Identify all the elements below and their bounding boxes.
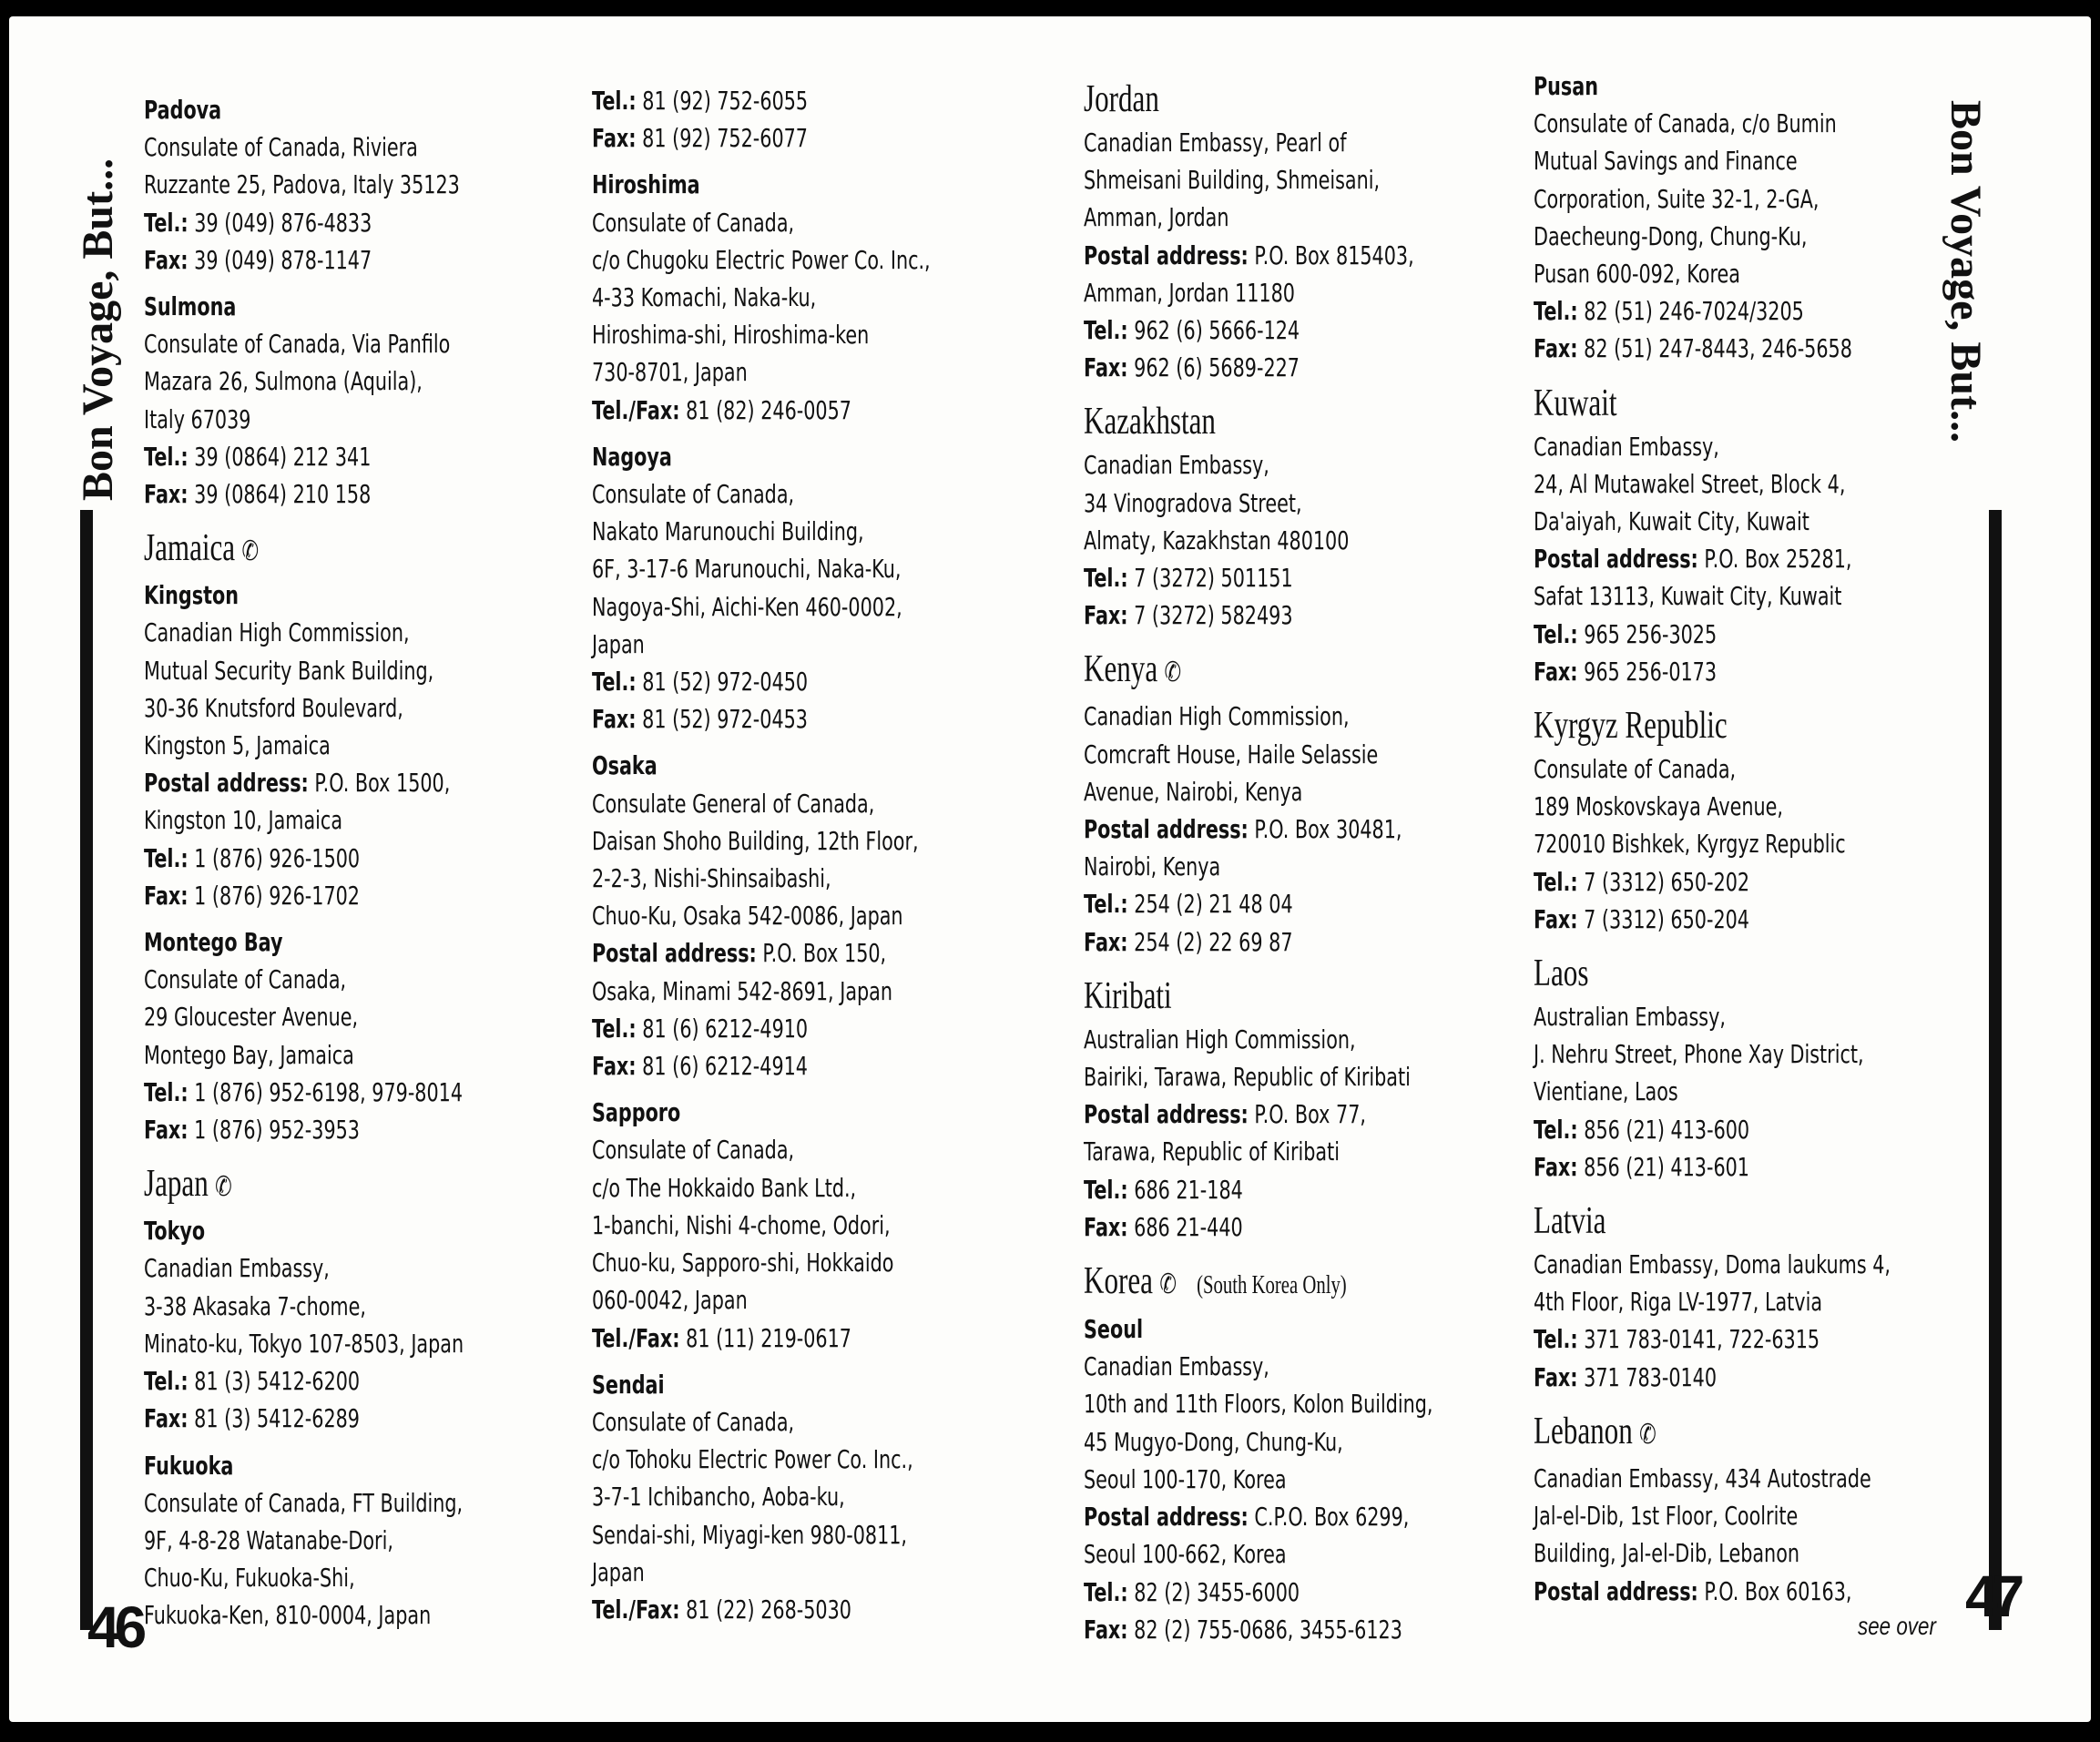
field-label: Fax:: [592, 123, 637, 154]
field-label: Tel.:: [1534, 1114, 1578, 1145]
contact-field: [144, 1400, 464, 1437]
country-name: Jordan: [1084, 78, 1159, 120]
city-heading: Padova: [144, 95, 222, 125]
field-label: Fax:: [1534, 903, 1578, 934]
city-heading: Pusan: [1534, 71, 1599, 101]
contact-field: [1534, 540, 1891, 577]
address-line: Consulate of Canada,: [592, 1406, 795, 1437]
field-label: Tel./Fax:: [592, 1322, 680, 1353]
address-line: Mazara 26, Sulmona (Aquila),: [144, 366, 423, 397]
address-line: Canadian High Commission,: [144, 617, 410, 648]
field-value: 856 (21) 413-601: [1577, 1151, 1749, 1182]
field-label: Fax:: [1534, 656, 1578, 687]
address-line: Consulate of Canada, Via Panfilo: [144, 329, 451, 360]
field-label: Tel./Fax:: [592, 1594, 680, 1625]
address-line: Sendai-shi, Miyagi-ken 980-0811,: [592, 1519, 908, 1550]
address-line: Almaty, Kazakhstan 480100: [1084, 525, 1350, 555]
address-line: c/o Chugoku Electric Power Co. Inc.,: [592, 244, 931, 275]
field-label: Tel.:: [144, 441, 189, 472]
field-value: 81 (3) 5412-6289: [188, 1403, 360, 1434]
entry-gap: [144, 1438, 464, 1447]
entry-gap: [144, 914, 464, 923]
contact-field: [592, 82, 931, 119]
field-label: Fax:: [144, 1403, 189, 1434]
address-line: Hiroshima-shi, Hiroshima-ken: [592, 320, 870, 351]
entry-gap: [592, 1085, 931, 1094]
country-heading: [1084, 645, 1433, 698]
country-name: Kazakhstan: [1084, 401, 1216, 443]
field-value: 39 (0864) 212 341: [188, 441, 372, 472]
country-name: Latvia: [1534, 1200, 1606, 1243]
entry-gap: [592, 738, 931, 747]
field-label: Postal address:: [1534, 1575, 1698, 1606]
field-label: Tel.:: [1534, 618, 1578, 649]
field-value: 81 (6) 6212-4914: [636, 1051, 808, 1082]
contact-field: [1534, 1148, 1891, 1186]
field-value: P.O. Box 25281,: [1697, 544, 1852, 575]
country-name: Kyrgyz Republic: [1534, 705, 1728, 748]
field-label: Fax:: [144, 1115, 189, 1146]
contact-field: [1534, 1359, 1891, 1396]
contact-field: [592, 1010, 931, 1047]
field-label: Fax:: [144, 479, 189, 510]
field-value: 686 21-440: [1127, 1211, 1243, 1242]
address-line: 29 Gloucester Avenue,: [144, 1002, 359, 1033]
country-heading: [1084, 1257, 1433, 1310]
field-value: 7 (3312) 650-204: [1577, 903, 1749, 934]
address-line: Amman, Jordan: [1084, 202, 1229, 233]
address-line: Italy 67039: [144, 403, 251, 434]
address-line: J. Nehru Street, Phone Xay District,: [1534, 1039, 1864, 1070]
telephone-symbol-icon: ✆: [1159, 1269, 1177, 1300]
address-line: Canadian Embassy, Pearl of: [1084, 127, 1347, 158]
address-line: Consulate General of Canada,: [592, 788, 875, 819]
field-label: Fax:: [1084, 926, 1128, 957]
field-value: 39 (049) 878-1147: [188, 244, 372, 275]
city-heading: Kingston: [144, 580, 239, 611]
address-line: 4-33 Komachi, Naka-ku,: [592, 282, 817, 313]
address-line: 1-banchi, Nishi 4-chome, Odori,: [592, 1209, 891, 1240]
contact-field: [1084, 1611, 1433, 1648]
country-heading: [1534, 701, 1891, 750]
address-line: Seoul 100-662, Korea: [1084, 1539, 1287, 1570]
address-line: Montego Bay, Jamaica: [144, 1039, 354, 1070]
address-line: c/o Tohoku Electric Power Co. Inc.,: [592, 1444, 913, 1475]
field-label: Tel.:: [1084, 1174, 1128, 1205]
field-label: Fax:: [1084, 600, 1128, 631]
contact-field: [1084, 923, 1433, 961]
address-line: Consulate of Canada, c/o Bumin: [1534, 108, 1837, 139]
country-heading: [1534, 379, 1891, 428]
directory-column-3: [1084, 75, 1433, 1648]
address-line: Canadian Embassy,: [1084, 1351, 1269, 1382]
field-value: 81 (22) 268-5030: [679, 1594, 851, 1625]
contact-field: [1084, 559, 1433, 596]
country-name: Jamaica: [144, 527, 236, 570]
contact-field: [1084, 1095, 1433, 1133]
field-value: 82 (2) 3455-6000: [1127, 1576, 1300, 1607]
address-line: Japan: [592, 1556, 645, 1587]
field-value: 1 (876) 952-6198, 979-8014: [188, 1076, 464, 1107]
address-line: Canadian Embassy,: [1084, 450, 1269, 481]
address-line: Australian High Commission,: [1084, 1024, 1356, 1054]
field-label: Fax:: [144, 880, 189, 911]
address-line: Nagoya-Shi, Aichi-Ken 460-0002,: [592, 591, 902, 622]
contact-field: [1534, 1111, 1891, 1148]
country-heading: [144, 1159, 464, 1212]
field-value: P.O. Box 60163,: [1697, 1575, 1852, 1606]
field-label: Tel.:: [144, 842, 189, 873]
field-label: Fax:: [1084, 352, 1128, 383]
field-label: Fax:: [592, 704, 637, 735]
contact-field: [1534, 616, 1891, 653]
field-value: 7 (3272) 582493: [1127, 600, 1293, 631]
field-label: Fax:: [592, 1051, 637, 1082]
contact-field: [1084, 1171, 1433, 1208]
field-value: 254 (2) 22 69 87: [1127, 926, 1293, 957]
field-value: 81 (52) 972-0453: [636, 704, 808, 735]
address-line: 3-38 Akasaka 7-chome,: [144, 1290, 366, 1321]
field-value: 962 (6) 5689-227: [1127, 352, 1300, 383]
address-line: Nairobi, Kenya: [1084, 851, 1221, 882]
country-heading: [1084, 397, 1433, 446]
contact-field: [144, 241, 464, 279]
address-line: Amman, Jordan 11180: [1084, 277, 1295, 308]
field-label: Fax:: [1534, 1361, 1578, 1392]
address-line: 189 Moskovskaya Avenue,: [1534, 791, 1783, 822]
contact-field: [144, 1074, 464, 1111]
address-line: Australian Embassy,: [1534, 1002, 1726, 1033]
city-heading: Sapporo: [592, 1097, 681, 1128]
field-label: Fax:: [1534, 1151, 1578, 1182]
address-line: Nakato Marunouchi Building,: [592, 516, 864, 547]
field-value: 81 (52) 972-0450: [636, 667, 809, 698]
address-line: Osaka, Minami 542-8691, Japan: [592, 975, 893, 1006]
field-label: Tel.:: [592, 1013, 637, 1044]
address-line: 730-8701, Japan: [592, 357, 748, 388]
address-line: Mutual Security Bank Building,: [144, 655, 434, 686]
see-over-note: see over: [1858, 1612, 1936, 1640]
entry-gap: [592, 1357, 931, 1366]
contact-field: [1534, 292, 1891, 330]
country-name: Kuwait: [1534, 382, 1617, 424]
field-label: Postal address:: [1534, 544, 1698, 575]
address-line: Tarawa, Republic of Kiribati: [1084, 1136, 1341, 1167]
contact-field: [1534, 653, 1891, 690]
address-line: 4th Floor, Riga LV-1977, Latvia: [1534, 1287, 1823, 1318]
address-line: Jal-el-Dib, 1st Floor, Coolrite: [1534, 1501, 1799, 1532]
field-value: 7 (3272) 501151: [1127, 563, 1293, 594]
address-line: 10th and 11th Floors, Kolon Building,: [1084, 1389, 1433, 1420]
field-value: 82 (51) 247-8443, 246-5658: [1577, 333, 1852, 364]
field-value: P.O. Box 815403,: [1248, 239, 1414, 270]
contact-field: [1084, 885, 1433, 922]
country-heading: [1534, 949, 1891, 998]
address-line: Daecheung-Dong, Chung-Ku,: [1534, 220, 1808, 251]
address-line: Chuo-Ku, Fukuoka-Shi,: [144, 1563, 355, 1594]
field-label: Tel.:: [1534, 296, 1578, 327]
address-line: 45 Mugyo-Dong, Chung-Ku,: [1084, 1426, 1343, 1457]
contact-field: [144, 840, 464, 877]
field-value: 962 (6) 5666-124: [1127, 315, 1300, 346]
field-label: Fax:: [144, 244, 189, 275]
address-line: 9F, 4-8-28 Watanabe-Dori,: [144, 1524, 393, 1555]
field-value: 81 (6) 6212-4910: [636, 1013, 809, 1044]
address-line: Japan: [592, 628, 645, 659]
spine-bar-right: [1989, 510, 2002, 1630]
field-value: 81 (3) 5412-6200: [188, 1366, 361, 1397]
city-heading: Sulmona: [144, 291, 237, 322]
field-value: 686 21-184: [1127, 1174, 1243, 1205]
address-line: Canadian Embassy, 434 Autostrade: [1534, 1462, 1871, 1493]
address-line: Canadian Embassy, Doma laukums 4,: [1534, 1249, 1891, 1280]
field-label: Fax:: [1534, 333, 1578, 364]
country-heading: [144, 524, 464, 576]
contact-field: [1534, 1320, 1891, 1358]
address-line: Daisan Shoho Building, 12th Floor,: [592, 825, 919, 856]
field-value: 81 (92) 752-6055: [636, 86, 809, 116]
directory-column-2: [592, 82, 931, 1628]
country-heading: [1084, 972, 1433, 1021]
field-label: Tel.:: [144, 207, 189, 238]
field-value: 1 (876) 952-3953: [188, 1115, 360, 1146]
contact-field: [144, 1111, 464, 1148]
field-value: 1 (876) 926-1500: [188, 842, 361, 873]
field-label: Tel.:: [592, 86, 637, 116]
contact-field: [144, 438, 464, 475]
field-value: 81 (11) 219-0617: [679, 1322, 851, 1353]
contact-field: [1084, 596, 1433, 634]
field-value: 371 783-0140: [1577, 1361, 1718, 1392]
entry-gap: [592, 157, 931, 166]
address-line: Chuo-Ku, Osaka 542-0086, Japan: [592, 901, 903, 932]
address-line: Canadian High Commission,: [1084, 701, 1350, 732]
address-line: Canadian Embassy,: [1534, 431, 1719, 462]
field-value: 81 (82) 246-0057: [679, 394, 851, 425]
contact-field: [592, 119, 931, 157]
address-line: Da'aiyah, Kuwait City, Kuwait: [1534, 506, 1809, 537]
country-name: Kenya: [1084, 648, 1158, 691]
country-name: Japan: [144, 1163, 209, 1206]
country-name: Korea: [1084, 1260, 1153, 1303]
field-label: Tel.:: [1084, 315, 1128, 346]
city-heading: Nagoya: [592, 441, 672, 472]
field-label: Tel.:: [144, 1076, 189, 1107]
country-heading: [1534, 1197, 1891, 1246]
address-line: Avenue, Nairobi, Kenya: [1084, 776, 1303, 807]
telephone-symbol-icon: ✆: [1164, 657, 1182, 688]
spine-bar-left: [80, 510, 93, 1630]
field-value: P.O. Box 30481,: [1248, 814, 1402, 845]
address-line: 6F, 3-17-6 Marunouchi, Naka-Ku,: [592, 554, 902, 585]
address-line: Consulate of Canada,: [592, 207, 795, 238]
contact-field: [144, 764, 464, 801]
address-line: Chuo-ku, Sapporo-shi, Hokkaido: [592, 1248, 894, 1278]
contact-field: [1534, 901, 1891, 938]
address-line: Seoul 100-170, Korea: [1084, 1463, 1287, 1494]
field-label: Postal address:: [144, 768, 309, 799]
running-head-left: [73, 100, 122, 501]
running-head-right: [1942, 100, 1990, 501]
field-label: Tel.:: [144, 1366, 189, 1397]
entry-gap: [592, 429, 931, 438]
contact-field: [1084, 311, 1433, 349]
country-name: Laos: [1534, 952, 1589, 995]
directory-column-1: [144, 91, 464, 1635]
contact-field: [1534, 863, 1891, 901]
field-value: 39 (0864) 210 158: [188, 479, 372, 510]
city-heading: Tokyo: [144, 1216, 206, 1247]
city-heading: Seoul: [1084, 1314, 1144, 1345]
address-line: Minato-ku, Tokyo 107-8503, Japan: [144, 1328, 464, 1359]
city-heading: Sendai: [592, 1369, 665, 1400]
field-label: Postal address:: [1084, 1099, 1249, 1130]
field-value: 81 (92) 752-6077: [636, 123, 808, 154]
address-line: 24, Al Mutawakel Street, Block 4,: [1534, 468, 1846, 499]
field-label: Tel./Fax:: [592, 394, 680, 425]
address-line: Bairiki, Tarawa, Republic of Kiribati: [1084, 1062, 1411, 1093]
page-number-right: 47: [1965, 1564, 2020, 1629]
address-line: 060-0042, Japan: [592, 1285, 748, 1316]
address-line: Fukuoka-Ken, 810-0004, Japan: [144, 1600, 432, 1631]
contact-field: [144, 204, 464, 241]
address-line: Consulate of Canada,: [592, 479, 795, 510]
address-line: Mutual Savings and Finance: [1534, 146, 1798, 177]
field-label: Tel.:: [1084, 889, 1128, 920]
address-line: 30-36 Knutsford Boulevard,: [144, 692, 403, 723]
field-value: P.O. Box 150,: [756, 938, 887, 969]
address-line: 3-7-1 Ichibancho, Aoba-ku,: [592, 1482, 845, 1513]
field-label: Fax:: [1084, 1211, 1128, 1242]
contact-field: [144, 1362, 464, 1400]
field-label: Postal address:: [1084, 239, 1249, 270]
address-line: Consulate of Canada, FT Building,: [144, 1487, 464, 1518]
contact-field: [1084, 237, 1433, 274]
contact-field: [1084, 349, 1433, 386]
contact-field: [1084, 1574, 1433, 1611]
address-line: Consulate of Canada,: [1534, 754, 1737, 785]
field-value: 7 (3312) 650-202: [1577, 866, 1750, 897]
telephone-symbol-icon: ✆: [1639, 1419, 1657, 1450]
field-value: P.O. Box 77,: [1248, 1099, 1366, 1130]
field-label: Postal address:: [1084, 1502, 1249, 1533]
field-label: Tel.:: [1084, 563, 1128, 594]
field-value: P.O. Box 1500,: [308, 768, 451, 799]
contact-field: [1534, 330, 1891, 367]
contact-field: [592, 392, 931, 429]
field-label: Tel.:: [592, 667, 637, 698]
address-line: Pusan 600-092, Korea: [1534, 259, 1740, 290]
telephone-symbol-icon: ✆: [241, 536, 260, 567]
address-line: Vientiane, Laos: [1534, 1076, 1678, 1107]
address-line: Kingston 10, Jamaica: [144, 805, 343, 836]
field-value: 39 (049) 876-4833: [188, 207, 372, 238]
field-label: Postal address:: [592, 938, 757, 969]
contact-field: [1084, 1498, 1433, 1535]
country-name: Lebanon: [1534, 1410, 1633, 1452]
address-line: Consulate of Canada,: [144, 964, 347, 995]
field-value: C.P.O. Box 6299,: [1248, 1502, 1410, 1533]
contact-field: [144, 475, 464, 513]
address-line: Consulate of Canada, Riviera: [144, 132, 418, 163]
address-line: 720010 Bishkek, Kyrgyz Republic: [1534, 829, 1846, 860]
field-value: 965 256-0173: [1577, 656, 1718, 687]
address-line: Building, Jal-el-Dib, Lebanon: [1534, 1538, 1800, 1569]
country-note: (South Korea Only): [1197, 1271, 1347, 1300]
country-name: Kiribati: [1084, 974, 1172, 1017]
field-label: Postal address:: [1084, 814, 1249, 845]
country-heading: [1534, 1407, 1891, 1460]
contact-field: [592, 1319, 931, 1357]
field-label: Tel.:: [1534, 866, 1578, 897]
contact-field: [1534, 1573, 1891, 1610]
field-value: 82 (51) 246-7024/3205: [1577, 296, 1804, 327]
field-value: 856 (21) 413-600: [1577, 1114, 1750, 1145]
address-line: Shmeisani Building, Shmeisani,: [1084, 165, 1381, 196]
contact-field: [1084, 810, 1433, 848]
city-heading: Hiroshima: [592, 169, 700, 200]
field-value: 82 (2) 755-0686, 3455-6123: [1127, 1614, 1402, 1645]
address-line: Comcraft House, Haile Selassie: [1084, 739, 1379, 769]
address-line: Corporation, Suite 32-1, 2-GA,: [1534, 183, 1820, 214]
page-number-left: 46: [87, 1594, 142, 1660]
field-label: Fax:: [1084, 1614, 1128, 1645]
directory-column-4: [1534, 67, 1891, 1610]
field-value: 254 (2) 21 48 04: [1127, 889, 1293, 920]
address-line: Safat 13113, Kuwait City, Kuwait: [1534, 581, 1842, 612]
address-line: c/o The Hokkaido Bank Ltd.,: [592, 1172, 857, 1203]
address-line: Canadian Embassy,: [144, 1253, 330, 1284]
city-heading: Fukuoka: [144, 1450, 234, 1481]
address-line: Kingston 5, Jamaica: [144, 730, 331, 761]
country-heading: [1084, 75, 1433, 124]
field-value: 1 (876) 926-1702: [188, 880, 360, 911]
contact-field: [592, 934, 931, 972]
address-line: 34 Vinogradova Street,: [1084, 487, 1302, 518]
address-line: Consulate of Canada,: [592, 1135, 795, 1166]
field-value: 371 783-0141, 722-6315: [1577, 1324, 1820, 1355]
city-heading: Montego Bay: [144, 927, 283, 958]
field-value: 965 256-3025: [1577, 618, 1718, 649]
contact-field: [592, 663, 931, 700]
contact-field: [592, 1591, 931, 1628]
field-label: Tel.:: [1534, 1324, 1578, 1355]
contact-field: [144, 877, 464, 914]
address-line: Ruzzante 25, Padova, Italy 35123: [144, 169, 460, 200]
address-line: 2-2-3, Nishi-Shinsaibashi,: [592, 863, 831, 894]
telephone-symbol-icon: ✆: [215, 1172, 232, 1203]
contact-field: [592, 1047, 931, 1085]
field-label: Tel.:: [1084, 1576, 1128, 1607]
city-heading: Osaka: [592, 750, 658, 781]
entry-gap: [144, 279, 464, 288]
contact-field: [592, 700, 931, 738]
running-head-text: Bon Voyage, But...: [1942, 100, 1990, 443]
contact-field: [1084, 1208, 1433, 1246]
running-head-text: Bon Voyage, But...: [74, 158, 122, 501]
